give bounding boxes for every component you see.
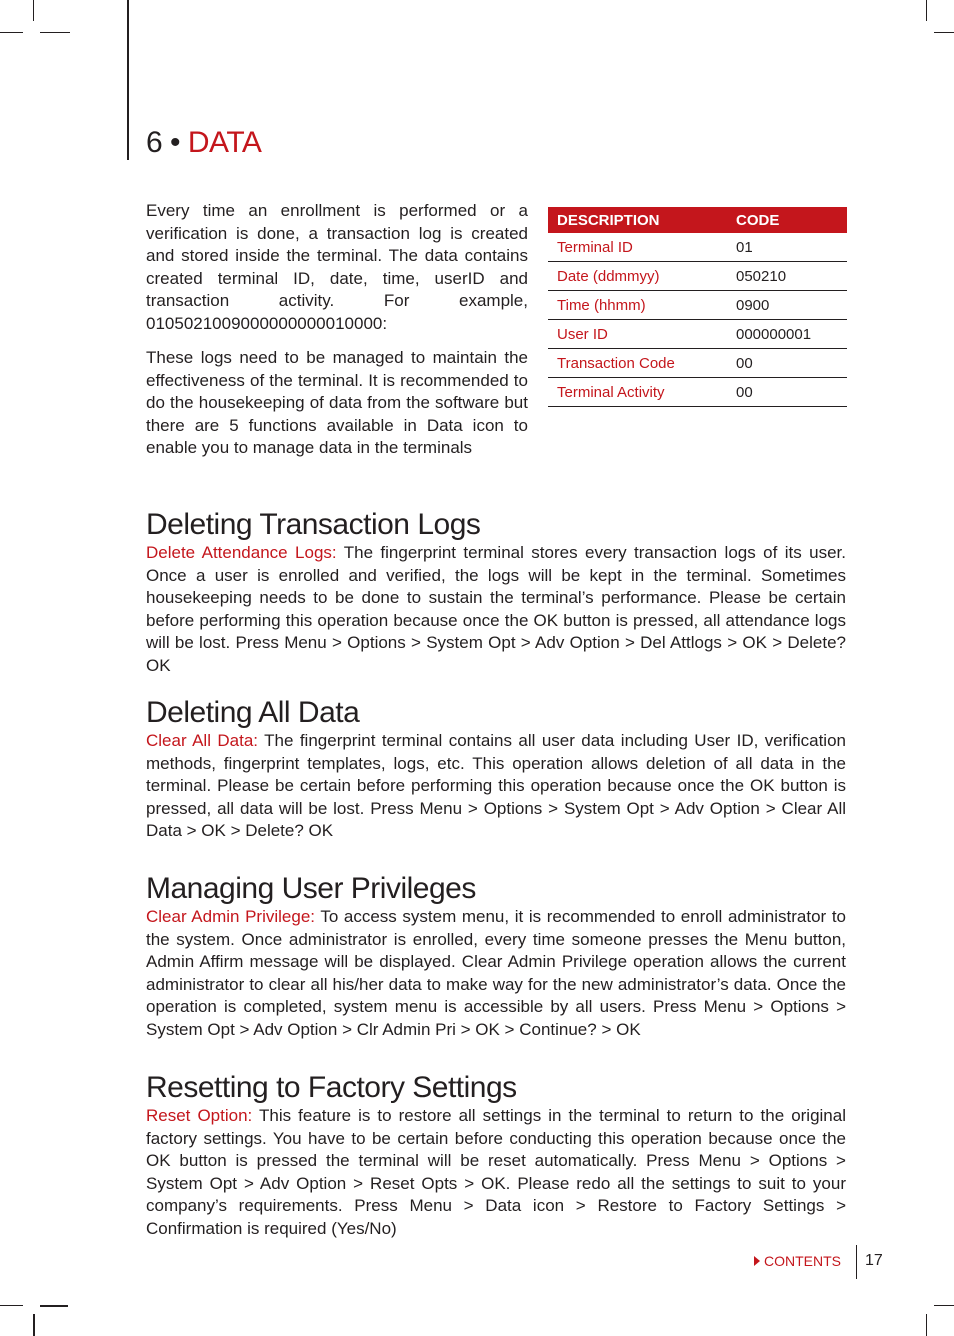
section-resetting-factory-settings	[146, 1071, 846, 1240]
table-row	[548, 349, 847, 378]
chapter-rule	[127, 0, 129, 160]
row-description: Time (hhmm)	[548, 291, 727, 320]
section-text: To access system menu, it is recommended to enroll administrator to the system. Once administrator is enrolled, every time someone presses the Menu button, Admin Affirm message will be displayed. Clear Admin Privilege operation allows the current administrator to clear all his/her data to make way for the new administrator’s data. Once the operation is completed, system menu is accessible by all users. Press Menu > Options > System Opt > Adv Option > Clr Admin Pri > OK > Continue? > OK	[146, 907, 846, 1039]
crop-mark	[33, 1314, 35, 1336]
intro-text	[146, 200, 528, 472]
section-body	[146, 1105, 846, 1240]
crop-mark	[40, 1305, 68, 1307]
row-description: Terminal Activity	[548, 378, 727, 407]
row-description: Transaction Code	[548, 349, 727, 378]
section-heading: Resetting to Factory Settings	[146, 1071, 517, 1104]
section-body	[146, 542, 846, 677]
table-row	[548, 320, 847, 349]
crop-mark	[934, 32, 954, 33]
section-text: The fingerprint terminal contains all user data including User ID, verification methods, fingerprint templates, logs, etc. This operation allows deletion of all data in the terminal. Please be certain before performing this operation because once the OK button is pressed, all data will be lost. Press Menu > Options > System Opt > Adv Option > Clear All Data > OK > Delete? OK	[146, 731, 846, 840]
crop-mark	[934, 1305, 954, 1306]
triangle-right-icon	[754, 1256, 760, 1266]
chapter-title	[146, 124, 261, 162]
crop-mark	[0, 1305, 23, 1306]
section-text: The fingerprint terminal stores every transaction logs of its user. Once a user is enrolled and verified, the logs will be kept in the terminal. Sometimes housekeeping needs to be done to sustain the terminal’s performance. Please be certain before performing this operation because once the OK button is pressed, all attendance logs will be lost. Press Menu > Options > System Opt > Adv Option > Del Attlogs > OK > Delete? OK	[146, 543, 846, 675]
section-text: This feature is to restore all settings in the terminal to return to the original factory settings. You have to be certain before conducting this operation because once the OK button is pressed the terminal will be reset automatically. Press Menu > Options > System Opt > Adv Option > Reset Opts > OK. Please redo all the settings to suit to your company’s requirements. Press Menu > Data icon > Restore to Factory Settings > Confirmation is required (Yes/No)	[146, 1106, 846, 1238]
table-row	[548, 233, 847, 262]
section-lead: Delete Attendance Logs:	[146, 543, 337, 562]
footer-divider	[856, 1245, 857, 1279]
row-code: 00	[727, 349, 847, 378]
row-description: Date (ddmmyy)	[548, 262, 727, 291]
section-body	[146, 730, 846, 843]
row-description: Terminal ID	[548, 233, 727, 262]
crop-mark	[40, 32, 70, 33]
column-header-description: DESCRIPTION	[548, 207, 727, 233]
table-row	[548, 262, 847, 291]
contents-label: CONTENTS	[764, 1253, 841, 1269]
table-header-row	[548, 207, 847, 233]
column-header-code: CODE	[727, 207, 847, 233]
row-code: 050210	[727, 262, 847, 291]
crop-mark	[33, 0, 34, 21]
row-description: User ID	[548, 320, 727, 349]
crop-mark	[0, 32, 23, 33]
row-code: 00	[727, 378, 847, 407]
crop-mark	[926, 0, 927, 21]
crop-mark	[926, 1314, 927, 1336]
intro-paragraph: Every time an enrollment is performed or a verification is done, a transaction log is created and stored inside the terminal. The data contains created terminal ID, date, time, userID and transaction activity. For example, 0105021009000000000010000:	[146, 201, 528, 333]
contents-link[interactable]	[754, 1252, 841, 1270]
intro-paragraph: These logs need to be managed to maintain the effectiveness of the terminal. It is recommended to do the housekeeping of data from the software but there are 5 functions available in Data icon to enable you to manage data in the terminals	[146, 348, 528, 457]
section-managing-user-privileges	[146, 872, 846, 1041]
row-code: 0900	[727, 291, 847, 320]
chapter-number: 6 •	[146, 126, 181, 159]
row-code: 01	[727, 233, 847, 262]
section-lead: Clear All Data:	[146, 731, 259, 750]
section-deleting-all-data	[146, 696, 846, 843]
section-lead: Clear Admin Privilege:	[146, 907, 316, 926]
section-lead: Reset Option:	[146, 1106, 253, 1125]
section-deleting-transaction-logs	[146, 508, 846, 677]
table-row	[548, 291, 847, 320]
table-row	[548, 378, 847, 407]
section-heading: Managing User Privileges	[146, 872, 476, 905]
row-code: 000000001	[727, 320, 847, 349]
chapter-name: DATA	[187, 126, 262, 159]
transaction-code-table	[548, 207, 847, 407]
section-heading: Deleting Transaction Logs	[146, 508, 481, 541]
section-heading: Deleting All Data	[146, 696, 360, 729]
page-number: 17	[865, 1252, 883, 1269]
section-body	[146, 906, 846, 1041]
